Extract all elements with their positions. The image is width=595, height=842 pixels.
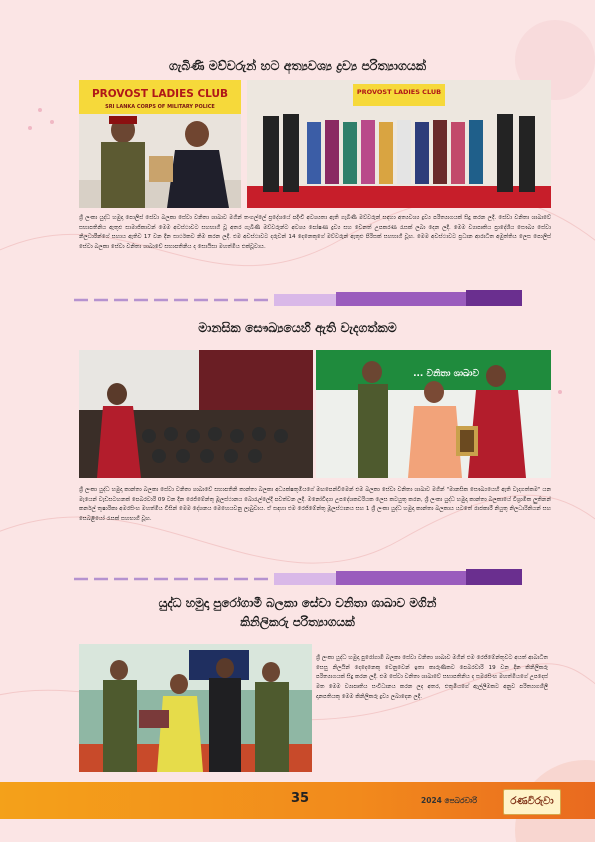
article-1-photo-group (247, 80, 551, 208)
banner-text-small: PROVOST LADIES CLUB (356, 88, 442, 96)
page-number: 35 (290, 791, 310, 806)
article-2-photo-lecture (79, 350, 313, 478)
banner-subtext: SRI LANKA CORPS OF MILITARY POLICE (105, 104, 215, 110)
article-1-photo-handover (79, 80, 241, 208)
issue-date: 2024 පෙබරවාරි (421, 796, 477, 805)
article-2-photo-award (316, 350, 551, 478)
article-1-body: ශ්‍රී ලංකා යුද්ධ හමුදා පොලිස් සේවා බලකා සේවා වනිතා ශාඛාව මගින් තංගල්ලේ ප්‍රදේශයේ පදිංචි අවශ්‍යතා ඇති ගැබිණි මව්වරුන් සඳහා අත්‍යවශ්‍ය ද්‍රව්‍ය පරිත්‍යාගයක් සිදු කරන ලදී. සේවා වනිතා ශාඛාවේ සභාපතිනිය ඇතුළු සාමාජිකාවන් මෙම අවස්ථාවට සහභාගී වූ අතර ගැබිණි මව්වරුන්ට අවශ්‍ය පෝෂණ ද්‍රව්‍ය සහ වෙනත් උපකරණ රැසක් ලබා දෙන ලදී. මෙම ව්‍යාපෘතිය ප්‍රාදේශීය සෞඛ්‍ය සේවා නිලධාරීන්ගේ සහාය ඇතිව 17 වන දින සාර්ථකව නිම කරන ලදී. එම අවස්ථාවට දරුවන් 14 දෙනෙකුගේ මව්වරුන් ඇතුළු පිරිසක් සහභාගී වූහ. මෙම අවස්ථාවට ප්‍රධාන ආරාධිත අමුත්තිය ලෙස පොලිස් සේවා බලකා සේවා වනිතා ශාඛාවේ සභාපතිනිය ද සොයිසා මහත්මිය එක්වූවාය. (79, 215, 551, 251)
article-1-title: ගැබිණි මව්වරුන් හට අත්‍යවශ්‍ය ද්‍රව්‍ය පරිත්‍යාගයක් (168, 58, 427, 73)
article-3-photo-donation (79, 644, 312, 772)
article-2-body: ශ්‍රී ලංකා යුද්ධ හමුදා කාන්තා බලකා සේවා වනිතා ශාඛාවේ සභාපතිනි කාන්තා බලකා අධ්‍යක්ෂතුමියගේ මඟපෙන්වීමෙන් එම බලකා සේවා වනිතා ශාඛාව මගින් "මානසික සෞඛ්‍යයෙහි ඇති වැදගත්කම" යන මැයෙන් වැඩසටහනක් පෙබරවාරි 09 වන දින රෙජිමේන්තු මූලස්ථානය බොරැල්ලේදී පවත්වන ලදී. මනෝවිද්‍යා උපදේශකවරියක ලෙස කටයුතු කරන, ශ්‍රී ලංකා යුද්ධ හමුදා කාන්තා බලකායේ විශ්‍රාමික ලුතිනන් කර්නල් තුෂාරිකා අමරසිංහ මහත්මිය විසින් මෙම දේශනය මෙහෙයවනු ලැබුවාය. ඒ සඳහා එම රෙජිමේන්තු මූලස්ථානය සහ 1 ශ්‍රී ලංකා යුද්ධ හමුදා කාන්තා බලකාය යටතේ රාජකාරී නියුතු නිලධාරිනියන් සහ සෙබළියෝ රැසක් සහභාගී වූහ. (79, 487, 551, 523)
article-3-title-line-2: කිනිලිකරු පරිත්‍යාගයක් (240, 615, 355, 629)
article-3-body: ශ්‍රී ලංකා යුද්ධ හමුදා පුරෝගාමී බලකා සේවා වනිතා ශාඛාව මගින් එම රෙජිමේන්තුවට අයත් ආබාධිත සෙසු නිලයින් දෙදෙනෙකු වෙනුවෙන් ඉතා කාරුණිකව පෙබරවාරි 19 වන දින කිනිලිකරු පරිත්‍යාගයක් සිදු කරන ලදී. එම සේවා වනිතා ශාඛාවේ සභාපතිනිය ද සමරසිංහ මහත්මියගේ උපදෙස් මත මෙම ව්‍යාපෘතිය සංවිධානය කරන ලද අතර, එතුමියගේ ඇල්ලීමකට අනුව පරිත්‍යාගශීලී දානපතියකු මෙම කිනිලිකරු ද්‍රව්‍ය ලබාදෙන ලදී. (316, 655, 548, 700)
article-3-title-line-1: යුද්ධ හමුදා පුරෝගාමී බලකා සේවා වනිතා ශාඛාව මගින් (158, 596, 437, 610)
section-divider-1 (74, 288, 522, 306)
article-2-title: මානසික සෞඛ්‍යයෙහි ඇති වැදගත්කම (198, 320, 397, 335)
award-banner-text: ... වනිතා ශාඛාව (413, 369, 479, 379)
banner-text: PROVOST LADIES CLUB (91, 88, 229, 100)
section-divider-2 (74, 567, 522, 585)
magazine-logo: රණවිරුවා (503, 789, 561, 815)
